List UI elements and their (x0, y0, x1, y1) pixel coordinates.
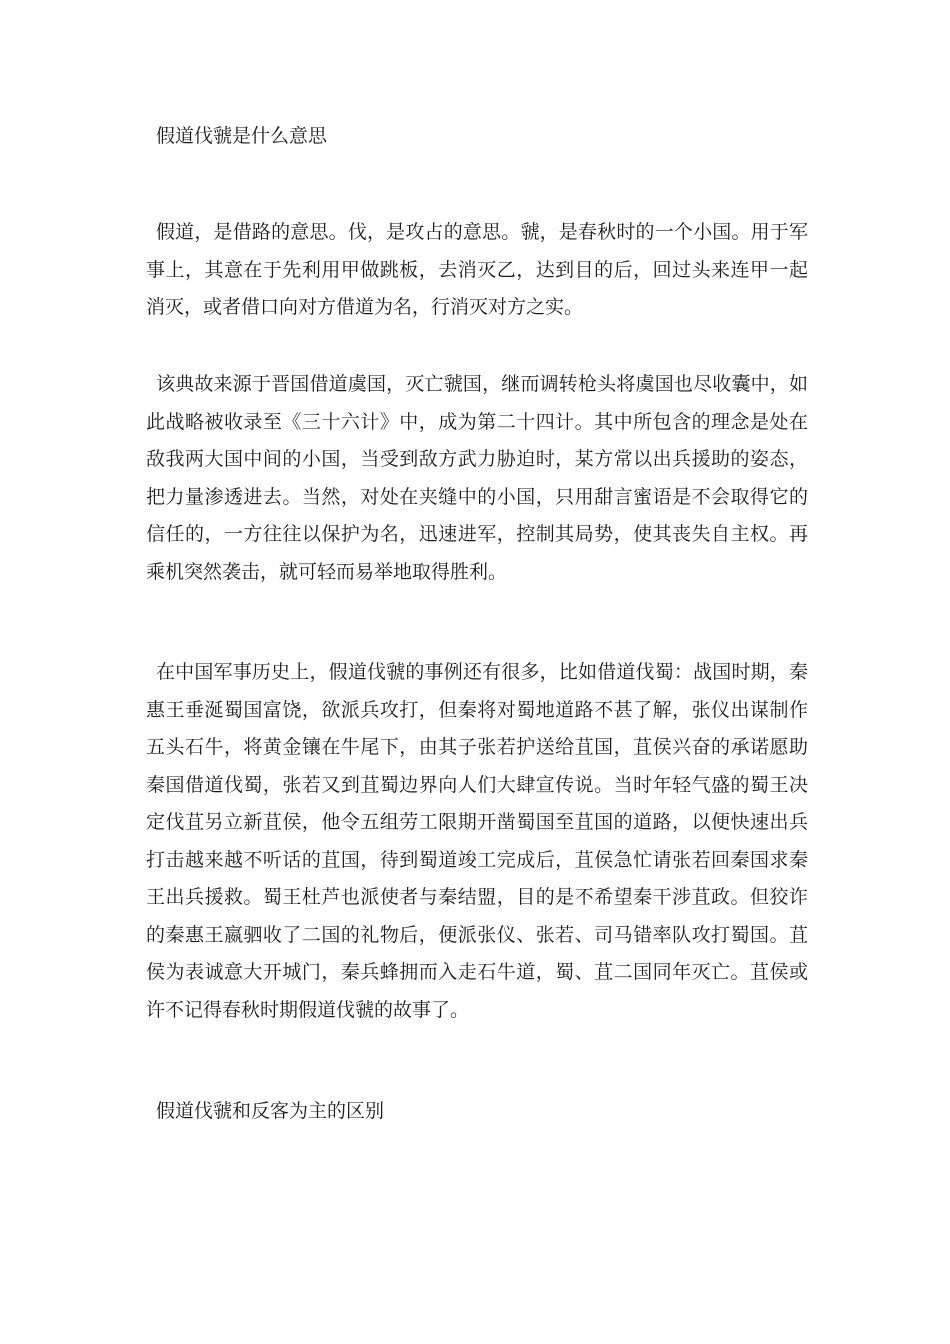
paragraph-definition: 假道，是借路的意思。伐，是攻占的意思。虢，是春秋时的一个小国。用于军事上，其意在于先利用甲做跳板，去消灭乙，达到目的后，回过头来连甲一起消灭，或者借口向对方借道为名，行消灭对方之实。 (146, 221, 808, 318)
paragraph-history-example: 在中国军事历史上，假道伐虢的事例还有很多，比如借道伐蜀：战国时期，秦惠王垂涎蜀国富饶，欲派兵攻打，但秦将对蜀地道路不甚了解，张仪出谋制作五头石牛，将黄金镶在牛尾下，由其子张若护送给苴国，苴侯兴奋的承诺愿助秦国借道伐蜀，张若又到苴蜀边界向人们大肆宣传说。当时年轻气盛的蜀王决定伐苴另立新苴侯，他令五组劳工限期开凿蜀国至苴国的道路，以便快速出兵打击越来越不听话的苴国，待到蜀道竣工完成后，苴侯急忙请张若回秦国求秦王出兵援救。蜀王杜芦也派使者与秦结盟，目的是不希望秦干涉苴政。但狡诈的秦惠王嬴驷收了二国的礼物后，便派张仪、张若、司马错率队攻打蜀国。苴侯为表诚意大开城门，秦兵蜂拥而入走石牛道，蜀、苴二国同年灭亡。苴侯或许不记得春秋时期假道伐虢的故事了。 (146, 661, 808, 1021)
paragraph-origin: 该典故来源于晋国借道虞国，灭亡虢国，继而调转枪头将虞国也尽收囊中，如此战略被收录至《三十六计》中，成为第二十四计。其中所包含的理念是处在敌我两大国中间的小国，当受到敌方武力胁迫时，某方常以出兵援助的姿态，把力量渗透进去。当然，对处在夹缝中的小国，只用甜言蜜语是不会取得它的信任的，一方往往以保护为名，迅速进军，控制其局势，使其丧失自主权。再乘机突然袭击，就可轻而易举地取得胜利。 (146, 373, 808, 583)
section-heading-meaning: 假道伐虢是什么意思 (156, 125, 328, 147)
section-heading-difference: 假道伐虢和反客为主的区别 (156, 1100, 385, 1122)
